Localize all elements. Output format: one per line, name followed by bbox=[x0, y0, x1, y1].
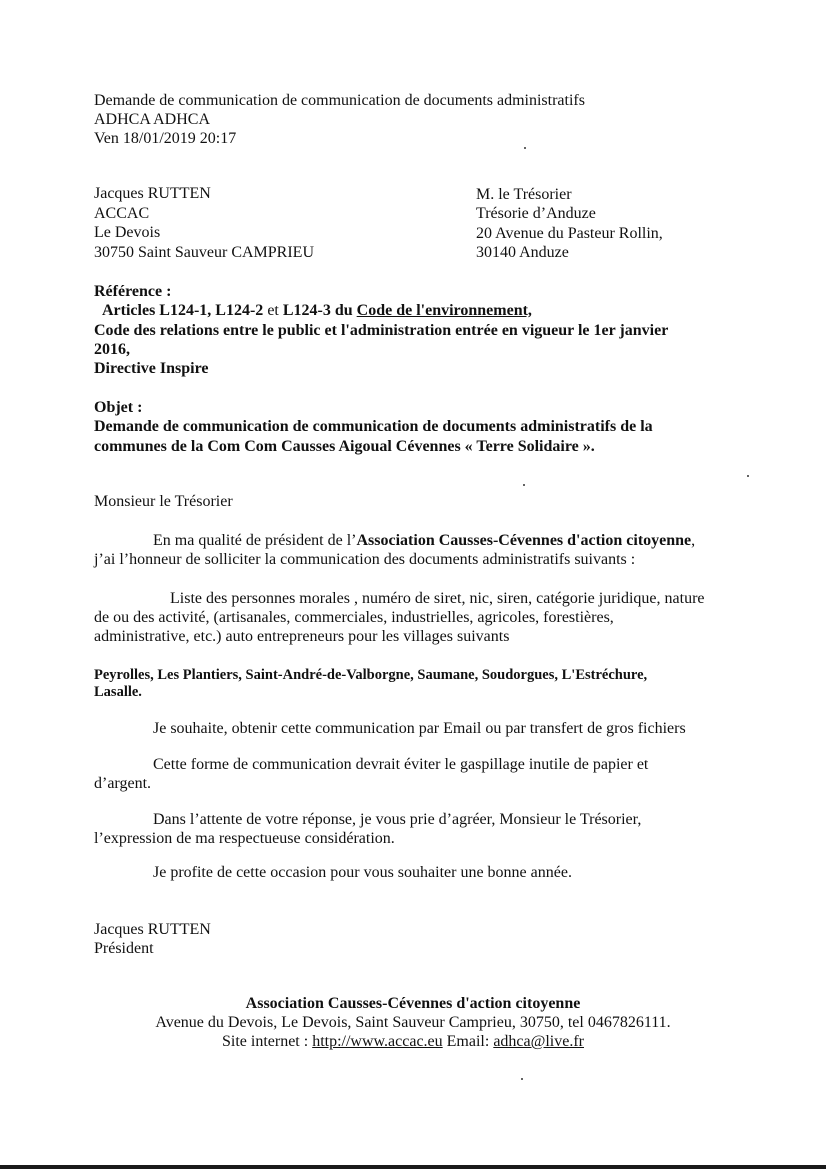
reference-articles bbox=[102, 301, 532, 321]
sender-name: Jacques RUTTEN bbox=[94, 185, 211, 202]
recipient-title: M. le Trésorier bbox=[476, 186, 572, 203]
scan-speck bbox=[524, 147, 526, 149]
recipient-city: 30140 Anduze bbox=[476, 244, 569, 261]
signature-name: Jacques RUTTEN bbox=[94, 921, 211, 938]
paragraph-4-line2: d’argent. bbox=[94, 775, 152, 792]
scan-speck bbox=[521, 1078, 523, 1080]
paragraph-5-line1: Dans l’attente de votre réponse, je vous prie d’agréer, Monsieur le Trésorier, bbox=[153, 811, 642, 828]
email-sender: ADHCA ADHCA bbox=[94, 111, 211, 128]
reference-label: Référence : bbox=[94, 283, 172, 300]
paragraph-3: Je souhaite, obtenir cette communication par Email ou par transfert de gros fichiers bbox=[153, 720, 686, 737]
scan-speck bbox=[523, 484, 525, 486]
footer-email-label: Email: bbox=[442, 1033, 494, 1050]
paragraph-4-line1: Cette forme de communication devrait éviter le gaspillage inutile de papier et bbox=[153, 756, 649, 773]
paragraph-2-line2: de ou des activité, (artisanales, commerciales, industrielles, agricoles, forestières, bbox=[94, 609, 614, 626]
signature-role: Président bbox=[94, 940, 154, 957]
villages-line1: Peyrolles, Les Plantiers, Saint-André-de-Valborgne, Saumane, Soudorgues, L'Estréchure, bbox=[94, 667, 648, 683]
paragraph-6: Je profite de cette occasion pour vous souhaiter une bonne année. bbox=[153, 864, 572, 881]
paragraph-1-line1 bbox=[153, 531, 695, 551]
scan-speck bbox=[747, 475, 749, 477]
paragraph-2-line3: administrative, etc.) auto entrepreneurs pour les villages suivants bbox=[94, 628, 510, 645]
sender-city: 30750 Saint Sauveur CAMPRIEU bbox=[94, 244, 314, 261]
scan-bottom-edge bbox=[0, 1165, 826, 1169]
footer-contact bbox=[0, 1032, 806, 1052]
email-date: Ven 18/01/2019 20:17 bbox=[94, 130, 237, 147]
recipient-street: 20 Avenue du Pasteur Rollin, bbox=[476, 225, 663, 242]
objet-label: Objet : bbox=[94, 399, 143, 416]
paragraph-1-intro: En ma qualité de président de l’ bbox=[153, 532, 357, 549]
footer-org: Association Causses-Cévennes d'action citoyenne bbox=[245, 995, 581, 1012]
sender-street: Le Devois bbox=[94, 224, 161, 241]
objet-line1: Demande de communication de communication de documents administratifs de la bbox=[94, 418, 653, 435]
code-environnement-link[interactable]: Code de l'environnement, bbox=[356, 302, 532, 319]
recipient-office: Trésorie d’Anduze bbox=[476, 205, 596, 222]
association-name: Association Causses-Cévennes d'action citoyenne bbox=[356, 532, 692, 549]
sender-org: ACCAC bbox=[94, 205, 150, 222]
reference-articles-du: du bbox=[330, 302, 357, 319]
paragraph-1-comma: , bbox=[691, 532, 696, 549]
reference-articles-a: Articles L124-1, L124-2 bbox=[102, 302, 264, 319]
footer-site-label: Site internet : bbox=[221, 1033, 313, 1050]
salutation: Monsieur le Trésorier bbox=[94, 493, 233, 510]
paragraph-1-line2: j’ai l’honneur de solliciter la communication des documents administratifs suivants : bbox=[94, 551, 636, 568]
paragraph-5-line2: l’expression de ma respectueuse considération. bbox=[94, 830, 395, 847]
reference-line2: Code des relations entre le public et l'administration entrée en vigueur le 1er janvier bbox=[94, 322, 669, 339]
objet-line2: communes de la Com Com Causses Aigoual Cévennes « Terre Solidaire ». bbox=[94, 438, 595, 455]
villages-line2: Lasalle. bbox=[94, 684, 142, 700]
paragraph-2-line1: Liste des personnes morales , numéro de siret, nic, siren, catégorie juridique, nature bbox=[170, 590, 705, 607]
reference-articles-and: et bbox=[263, 302, 283, 319]
reference-line3: 2016, bbox=[94, 341, 130, 358]
email-subject: Demande de communication de communication de documents administratifs bbox=[94, 92, 585, 109]
email-link[interactable]: adhca@live.fr bbox=[493, 1033, 584, 1050]
reference-articles-c: L124-3 bbox=[282, 302, 331, 319]
website-link[interactable]: http://www.accac.eu bbox=[312, 1033, 443, 1050]
footer-address: Avenue du Devois, Le Devois, Saint Sauveur Camprieu, 30750, tel 0467826111. bbox=[155, 1014, 671, 1031]
reference-line4: Directive Inspire bbox=[94, 360, 209, 377]
